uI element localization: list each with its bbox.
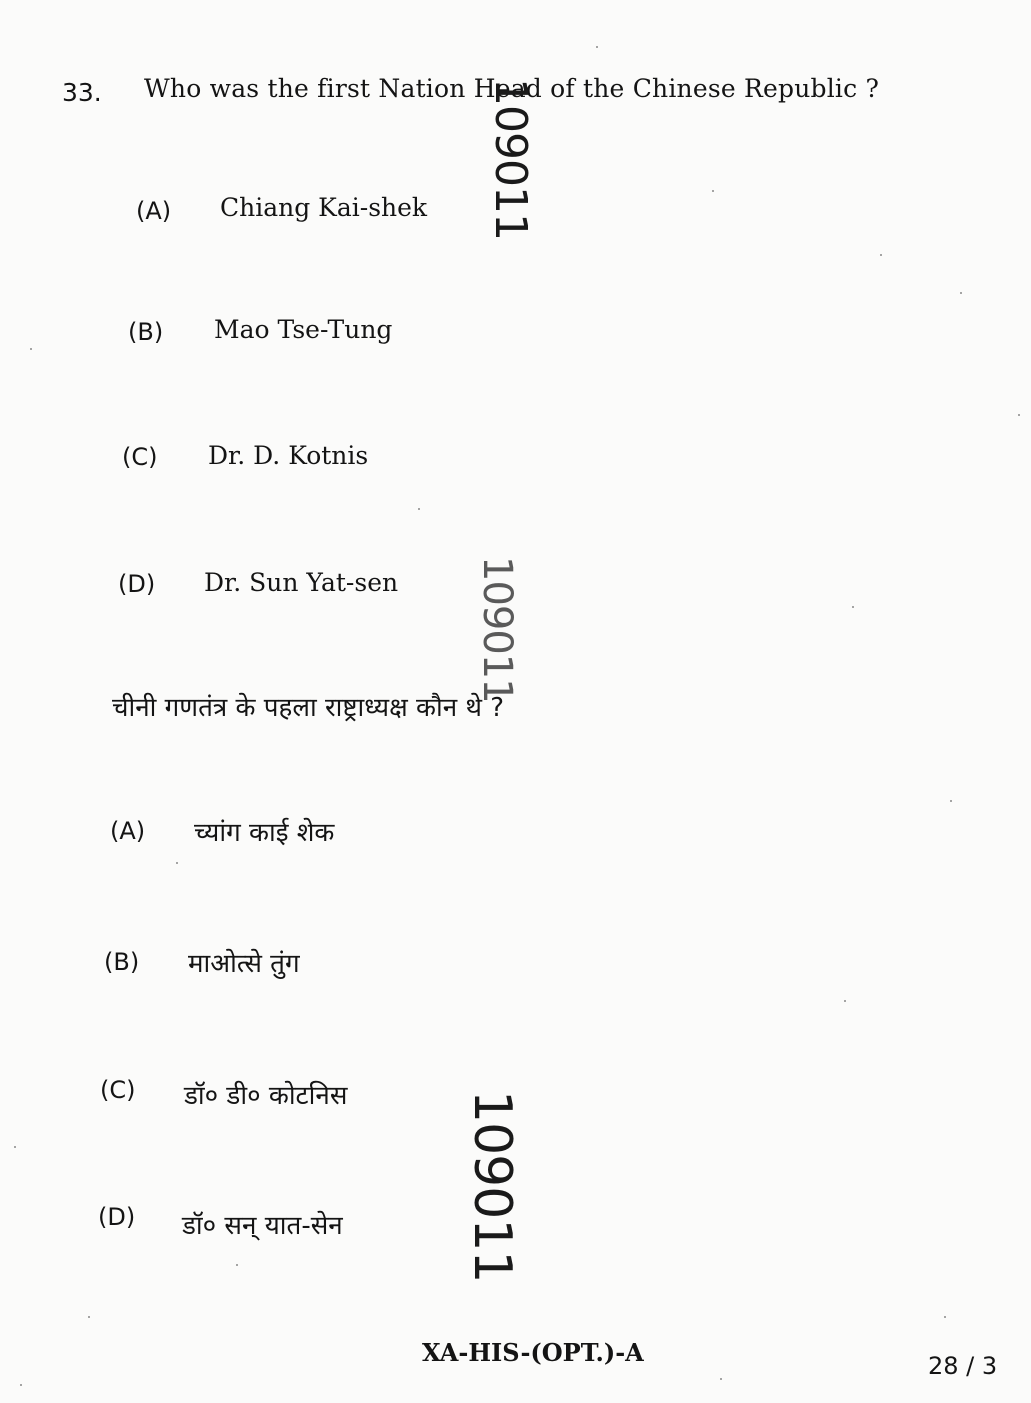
scan-speck bbox=[844, 1000, 846, 1002]
option-b-text-hindi: माओत्से तुंग bbox=[188, 949, 300, 979]
option-d-text-hindi: डॉ० सन् यात-सेन bbox=[182, 1211, 343, 1241]
option-d-label-hindi: (D) bbox=[98, 1203, 136, 1231]
option-d-label-english: (D) bbox=[118, 570, 156, 598]
scan-speck bbox=[960, 292, 962, 294]
scan-speck bbox=[944, 1316, 946, 1318]
scan-speck bbox=[14, 1146, 16, 1148]
scan-speck bbox=[88, 1316, 90, 1318]
scan-speck bbox=[852, 606, 854, 608]
scan-speck bbox=[720, 1378, 722, 1380]
page-number: 28 / 3 bbox=[928, 1352, 998, 1380]
serial-stamp-middle: 109011 bbox=[474, 556, 520, 703]
option-d-text-english: Dr. Sun Yat-sen bbox=[204, 568, 399, 597]
option-a-text-english: Chiang Kai-shek bbox=[220, 193, 428, 222]
scan-speck bbox=[596, 46, 598, 48]
scan-speck bbox=[712, 190, 714, 192]
scan-speck bbox=[1018, 414, 1020, 416]
option-b-label-english: (B) bbox=[128, 318, 164, 346]
option-c-text-english: Dr. D. Kotnis bbox=[208, 441, 369, 470]
scan-speck bbox=[176, 862, 178, 864]
question-text-english: Who was the first Nation Head of the Chinese Republic ? bbox=[144, 74, 880, 103]
option-c-label-english: (C) bbox=[122, 443, 158, 471]
option-c-label-hindi: (C) bbox=[100, 1076, 136, 1104]
option-c-text-hindi: डॉ० डी० कोटनिस bbox=[184, 1081, 348, 1111]
option-a-label-hindi: (A) bbox=[110, 817, 146, 845]
scan-speck bbox=[950, 800, 952, 802]
scan-speck bbox=[236, 1264, 238, 1266]
option-a-text-hindi: च्यांग काई शेक bbox=[194, 818, 335, 848]
question-number: 33. bbox=[62, 78, 102, 107]
scan-speck bbox=[418, 508, 420, 510]
scan-speck bbox=[30, 348, 32, 350]
question-text-hindi: चीनी गणतंत्र के पहला राष्ट्राध्यक्ष कौन थे ? bbox=[112, 693, 505, 723]
scan-speck bbox=[880, 254, 882, 256]
serial-stamp-top: 109011 bbox=[485, 78, 536, 240]
option-b-text-english: Mao Tse-Tung bbox=[214, 315, 393, 344]
option-b-label-hindi: (B) bbox=[104, 948, 140, 976]
serial-stamp-bottom: 109011 bbox=[462, 1090, 522, 1283]
scan-speck bbox=[20, 1384, 22, 1386]
paper-code: XA-HIS-(OPT.)-A bbox=[422, 1338, 644, 1367]
option-a-label-english: (A) bbox=[136, 197, 172, 225]
